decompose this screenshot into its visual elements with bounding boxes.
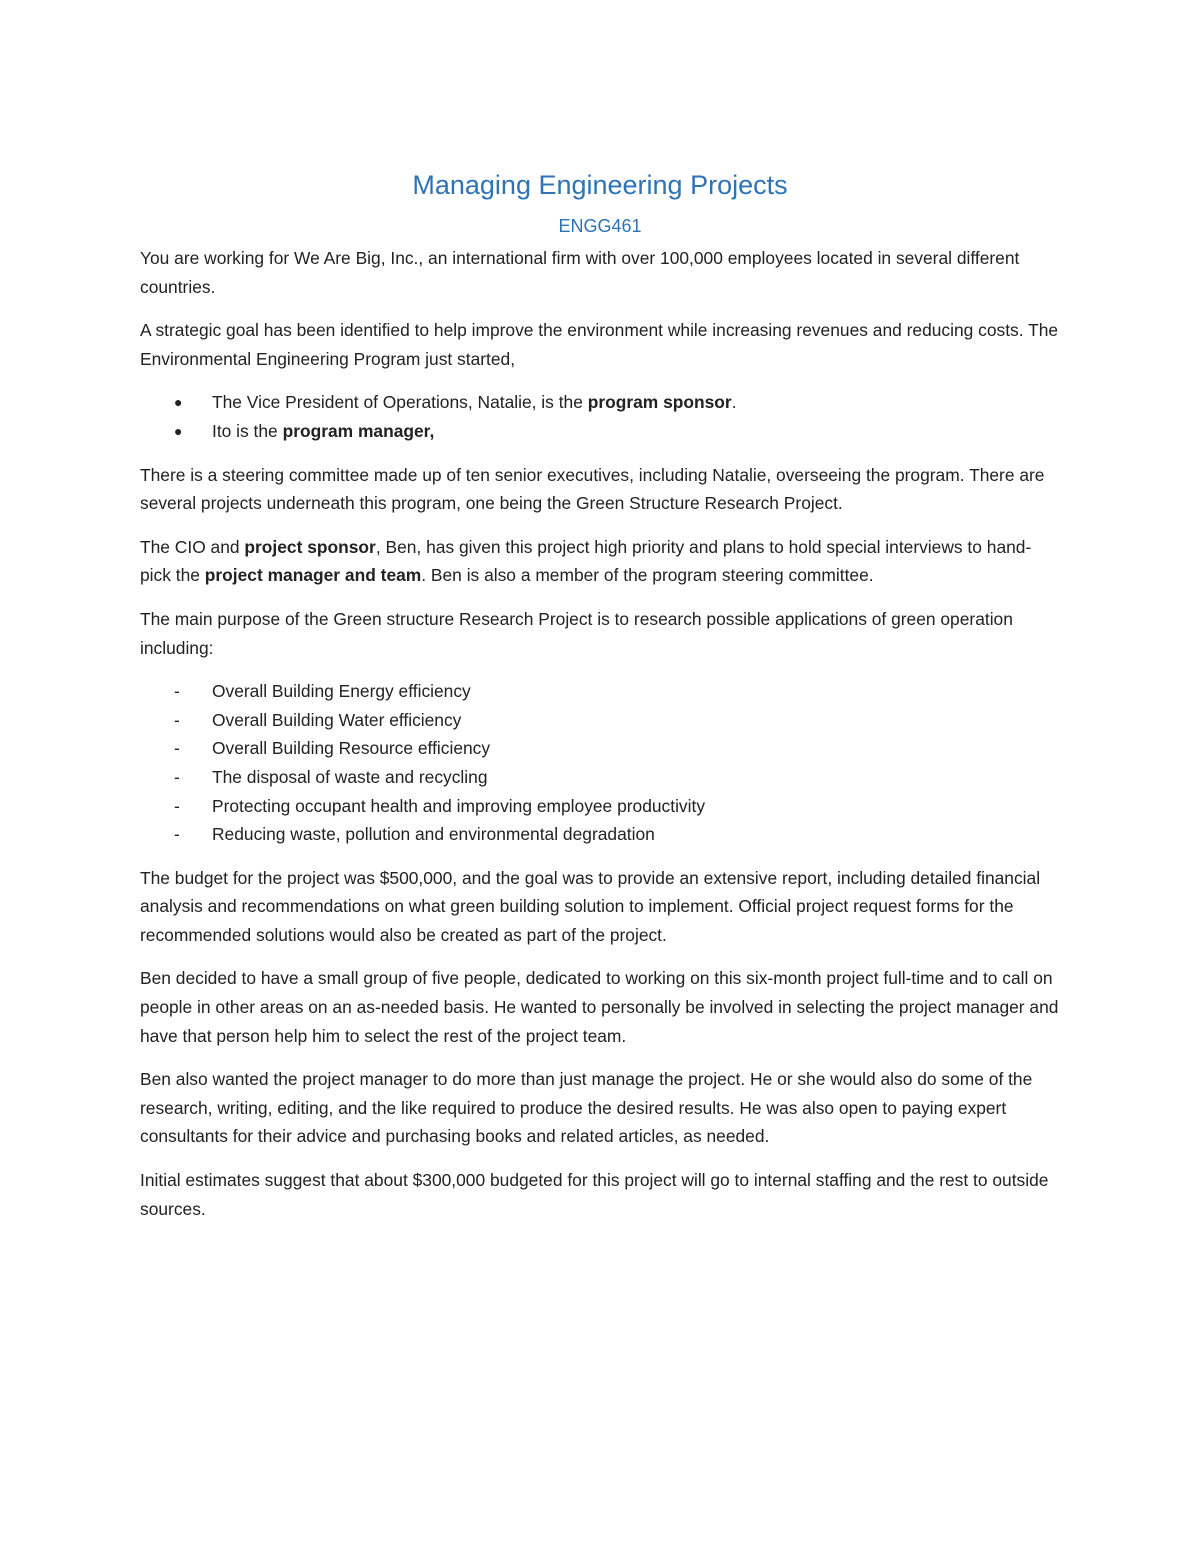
course-code: ENGG461 bbox=[558, 216, 642, 236]
paragraph-steering-committee: There is a steering committee made up of ten senior executives, including Natalie, overseeing the program. There are several projects underneath this program, one being the Green Structure Research Project. bbox=[140, 464, 1045, 514]
dash-icon: - bbox=[174, 766, 180, 787]
list-item bbox=[140, 417, 1060, 446]
paragraph-budget: The budget for the project was $500,000, and the goal was to provide an extensive report, including detailed financial analysis and recommendations on what green building solution to implement. Official project request forms for the recommended solutions would also be created as part of the project. bbox=[140, 867, 1041, 945]
document-body bbox=[140, 166, 1060, 1238]
list-item-text: Overall Building Resource efficiency bbox=[212, 738, 491, 759]
paragraph-manager-duties: Ben also wanted the project manager to do more than just manage the project. He or she would also do some of the research, writing, editing, and the like required to produce the desired results. He was also open to paying expert consultants for their advice and purchasing books and related articles, as needed. bbox=[140, 1069, 1033, 1147]
list-item bbox=[140, 763, 1060, 792]
bold-run: project sponsor bbox=[244, 536, 376, 557]
list-item-text: Overall Building Water efficiency bbox=[212, 709, 462, 730]
dash-icon: - bbox=[174, 824, 180, 845]
paragraph-strategic-goal: A strategic goal has been identified to help improve the environment while increasing revenues and reducing costs. The Environmental Engineering Program just started, bbox=[140, 320, 1059, 369]
dash-icon: - bbox=[174, 795, 180, 816]
list-item-text: Overall Building Energy efficiency bbox=[212, 681, 471, 702]
list-item-text: Ito is the bbox=[212, 420, 283, 441]
list-item bbox=[140, 734, 1060, 763]
list-item-text: The Vice President of Operations, Natalie, is the bbox=[212, 392, 588, 413]
roles-list bbox=[140, 388, 1060, 445]
list-item-text: . bbox=[731, 392, 737, 413]
list-item-text: Protecting occupant health and improving employee productivity bbox=[212, 795, 706, 816]
bullet-icon: ● bbox=[174, 422, 183, 439]
list-item bbox=[140, 677, 1060, 706]
list-item-text: Reducing waste, pollution and environmental degradation bbox=[212, 824, 655, 845]
document-title: Managing Engineering Projects bbox=[412, 170, 788, 200]
paragraph-estimates: Initial estimates suggest that about $300,000 budgeted for this project will go to internal staffing and the rest to outside sources. bbox=[140, 1170, 1049, 1219]
green-operation-list bbox=[140, 677, 1060, 849]
list-item-text: The disposal of waste and recycling bbox=[212, 766, 488, 787]
list-item bbox=[140, 820, 1060, 849]
paragraph-intro: You are working for We Are Big, Inc., an international firm with over 100,000 employees located in several different countries. bbox=[140, 248, 1020, 297]
dash-icon: - bbox=[174, 681, 180, 702]
dash-icon: - bbox=[174, 709, 180, 730]
list-item bbox=[140, 388, 1060, 417]
dash-icon: - bbox=[174, 738, 180, 759]
bullet-icon: ● bbox=[174, 394, 183, 411]
list-item bbox=[140, 792, 1060, 821]
paragraph-team: Ben decided to have a small group of five people, dedicated to working on this six-month project full-time and to call on people in other areas on an as-needed basis. He wanted to personally be involved in selecting the project manager and have that person help him to select the rest of the project team. bbox=[140, 968, 1059, 1046]
list-item-bold: program sponsor bbox=[587, 392, 732, 413]
paragraph-main-purpose: The main purpose of the Green structure Research Project is to research possible applications of green operation including: bbox=[140, 608, 1013, 658]
bold-run: project manager and team bbox=[204, 565, 422, 586]
text-run: The CIO and bbox=[140, 536, 245, 557]
paragraph-project-sponsor bbox=[140, 533, 1060, 590]
list-item bbox=[140, 706, 1060, 735]
text-run: . Ben is also a member of the program steering committee. bbox=[421, 565, 874, 586]
list-item-bold: program manager, bbox=[282, 420, 435, 441]
text-run: , Ben, has given this project high priority and plans to hold special interviews to hand-pick the bbox=[140, 536, 1032, 586]
